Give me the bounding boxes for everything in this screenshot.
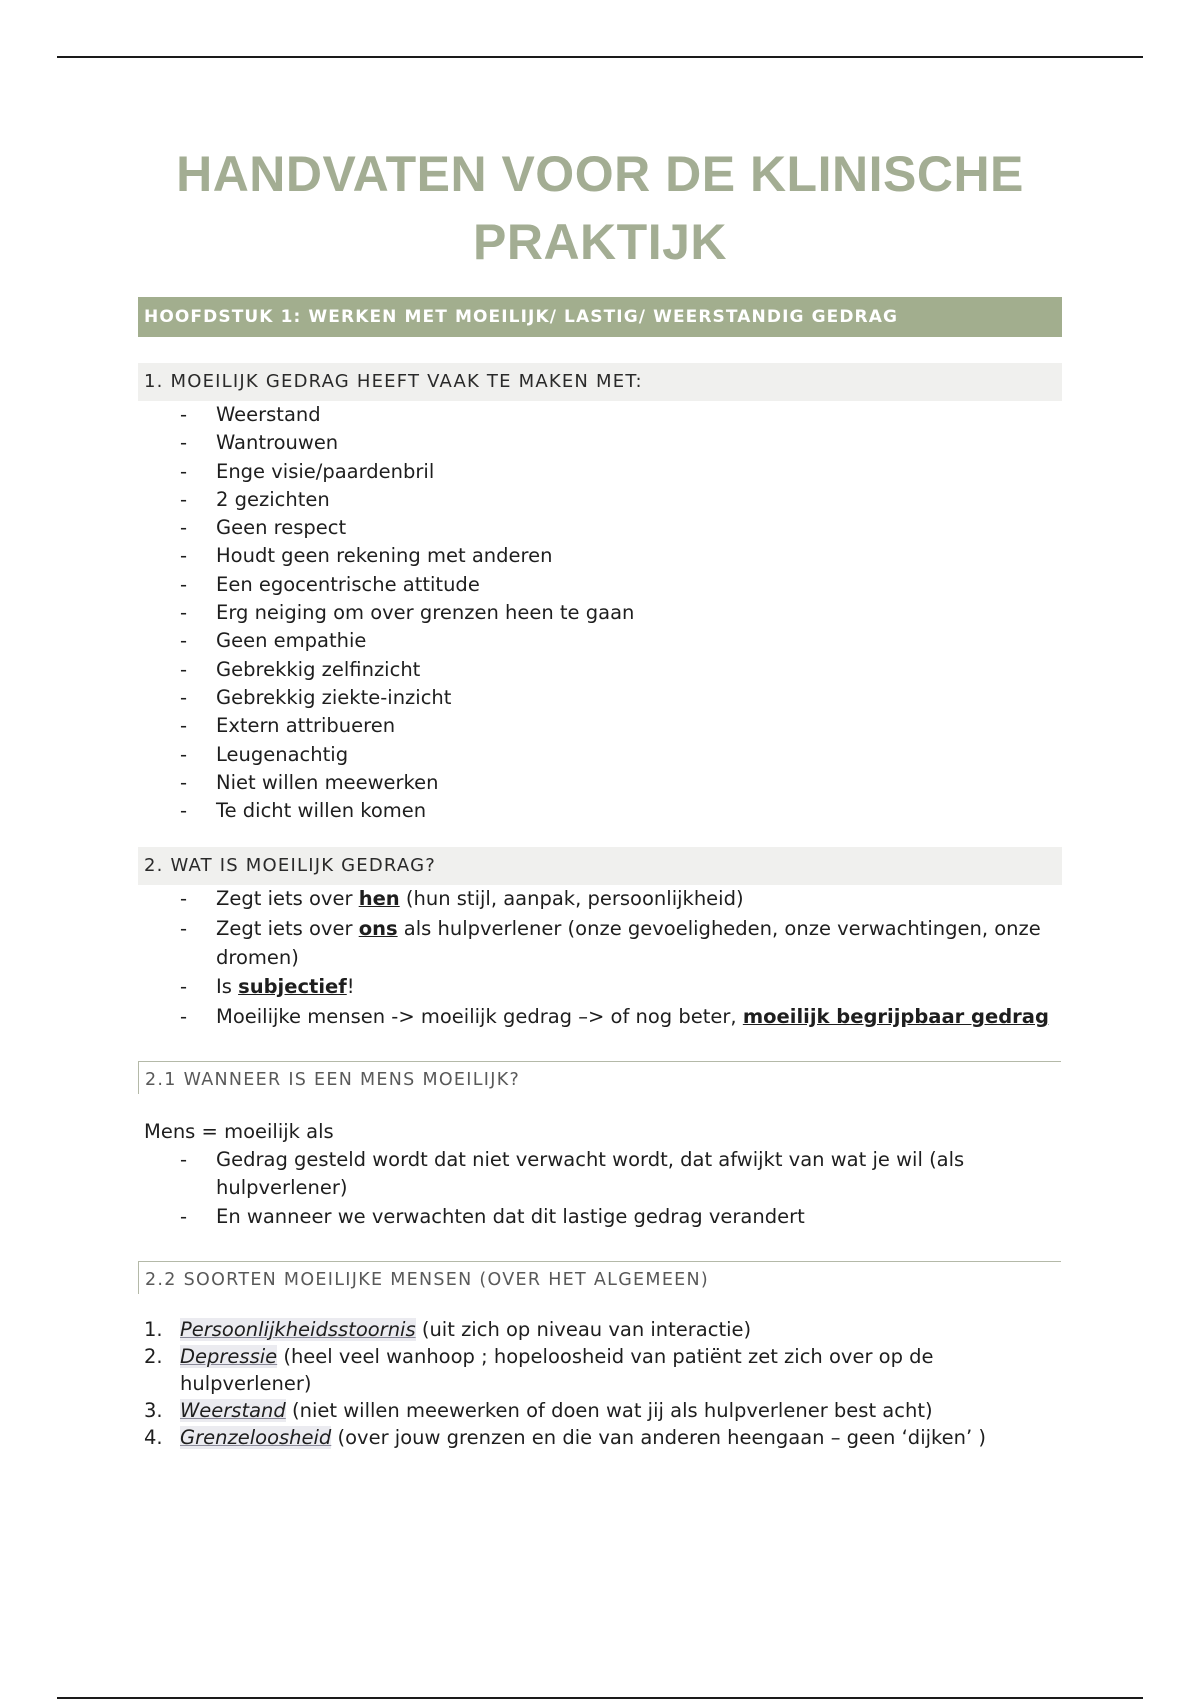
section-2-2-heading: 2.2 SOORTEN MOEILIJKE MENSEN (OVER HET ALGEMEEN)	[138, 1261, 1061, 1294]
section-1-heading: 1. MOEILIJK GEDRAG HEEFT VAAK TE MAKEN MET:	[138, 363, 1062, 401]
list-item: - Wantrouwen	[180, 431, 339, 455]
section-2-1-intro: Mens = moeilijk als	[144, 1119, 334, 1143]
list-item: - Leugenachtig	[180, 742, 349, 766]
document-body	[138, 140, 1062, 1451]
numbered-item: 1. Persoonlijkheidsstoornis (uit zich op niveau van interactie)	[144, 1317, 752, 1341]
list-item: - Gebrekkig zelfinzicht	[180, 657, 421, 681]
list-item: - Geen empathie	[180, 629, 367, 653]
list-item: - Houdt geen rekening met anderen	[180, 544, 553, 568]
list-item: - Gebrekkig ziekte-inzicht	[180, 685, 452, 709]
list-item: - Moeilijke mensen -> moeilijk gedrag –> of nog beter, moeilijk begrijpbaar gedrag	[180, 1005, 1049, 1029]
list-item: - Niet willen meewerken	[180, 770, 439, 794]
list-item: - Een egocentrische attitude	[180, 572, 480, 596]
section-2-2-list	[138, 1316, 1062, 1451]
header-rule	[57, 56, 1143, 58]
document-title: HANDVATEN VOOR DE KLINISCHE PRAKTIJK	[176, 146, 1024, 270]
list-item: - Zegt iets over hen (hun stijl, aanpak, persoonlijkheid)	[180, 887, 744, 911]
list-item: - En wanneer we verwachten dat dit lastige gedrag verandert	[180, 1204, 805, 1228]
list-item: - Enge visie/paardenbril	[180, 459, 435, 483]
numbered-item: 3. Weerstand (niet willen meewerken of doen wat jij als hulpverlener best acht)	[144, 1398, 933, 1422]
list-item: - Geen respect	[180, 516, 347, 540]
list-item: - Is subjectief!	[180, 975, 355, 999]
section-2-heading: 2. WAT IS MOEILIJK GEDRAG?	[138, 847, 1062, 885]
numbered-item: 4. Grenzeloosheid (over jouw grenzen en die van anderen heengaan – geen ‘dijken’ )	[144, 1425, 986, 1449]
list-item: - Te dicht willen komen	[180, 799, 427, 823]
footer-rule	[57, 1697, 1143, 1699]
numbered-item: 2. Depressie (heel veel wanhoop ; hopeloosheid van patiënt zet zich over op de hulpverlener)	[144, 1344, 934, 1395]
list-item: - Extern attribueren	[180, 714, 396, 738]
list-item: - Gedrag gesteld wordt dat niet verwacht wordt, dat afwijkt van wat je wil (als hulpverlener)	[180, 1147, 965, 1200]
section-2-list	[138, 885, 1062, 1032]
list-item: - Weerstand	[180, 403, 321, 426]
section-2-1-heading: 2.1 WANNEER IS EEN MENS MOEILIJK?	[138, 1061, 1061, 1094]
list-item: - 2 gezichten	[180, 487, 330, 511]
chapter-heading: HOOFDSTUK 1: WERKEN MET MOEILIJK/ LASTIG/ WEERSTANDIG GEDRAG	[138, 297, 1062, 337]
section-2-1-list	[138, 1146, 1062, 1231]
list-item: - Erg neiging om over grenzen heen te gaan	[180, 601, 635, 625]
list-item: - Zegt iets over ons als hulpverlener (onze gevoeligheden, onze verwachtingen, onze dromen)	[180, 917, 1041, 969]
section-1-list	[138, 401, 1062, 825]
